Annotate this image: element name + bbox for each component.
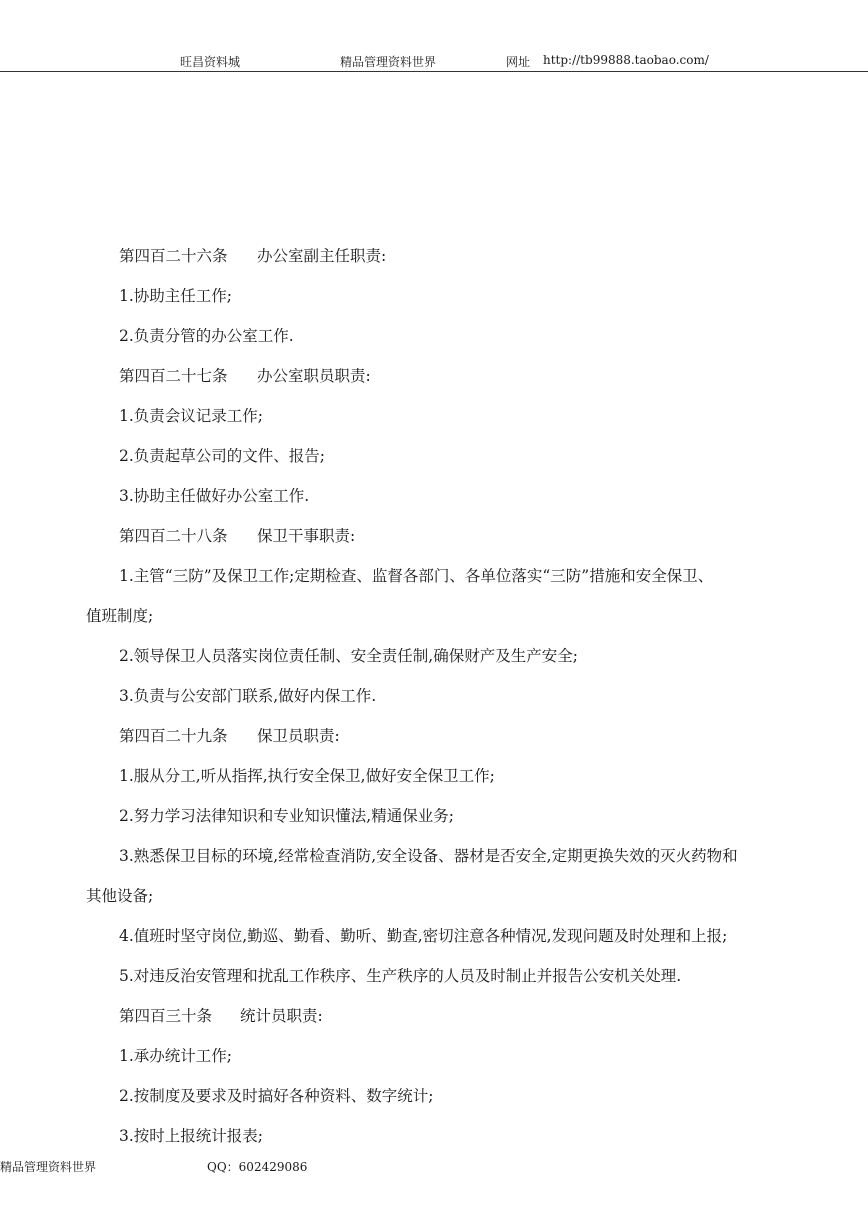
article-item: 3.协助主任做好办公室工作.	[119, 487, 310, 505]
article-item: 1.主管“三防”及保卫工作;定期检查、监督各部门、各单位落实“三防”措施和安全保卫、	[119, 567, 714, 585]
article-item: 2.负责起草公司的文件、报告;	[119, 447, 326, 465]
article-item: 1.服从分工,听从指挥,执行安全保卫,做好安全保卫工作;	[119, 767, 495, 785]
article-number: 第四百二十七条	[119, 367, 228, 385]
article-number: 第四百三十条	[119, 1007, 213, 1025]
article-heading	[119, 246, 386, 266]
article-item: 3.负责与公安部门联系,做好内保工作.	[119, 687, 377, 705]
article-item: 2.负责分管的办公室工作.	[119, 327, 294, 345]
article-number: 第四百二十九条	[119, 727, 228, 745]
article-heading	[119, 726, 340, 746]
article-item: 2.按制度及要求及时搞好各种资料、数字统计;	[119, 1087, 434, 1105]
article-item: 5.对违反治安管理和扰乱工作秩序、生产秩序的人员及时制止并报告公安机关处理.	[119, 967, 682, 985]
article-item-continued: 值班制度;	[86, 607, 154, 625]
article-title: 统计员职责:	[240, 1007, 323, 1025]
article-item: 1.负责会议记录工作;	[119, 407, 264, 425]
header-url-link[interactable]: http://tb99888.taobao.com/	[543, 53, 709, 67]
article-item: 1.承办统计工作;	[119, 1047, 233, 1065]
footer-site-name: 精品管理资料世界	[0, 1160, 97, 1174]
article-item: 2.努力学习法律知识和专业知识懂法,精通保业务;	[119, 807, 454, 825]
article-item-continued: 其他设备;	[86, 887, 154, 905]
article-number: 第四百二十八条	[119, 527, 228, 545]
article-heading	[119, 526, 355, 546]
article-item: 3.熟悉保卫目标的环境,经常检查消防,安全设备、器材是否安全,定期更换失效的灭火药物和	[119, 847, 738, 865]
page-header	[0, 0, 868, 72]
article-title: 保卫干事职责:	[257, 527, 356, 545]
header-site-name: 旺昌资料城	[180, 55, 241, 69]
article-title: 办公室职员职责:	[257, 367, 371, 385]
footer-qq: QQ：602429086	[207, 1160, 308, 1174]
article-item: 1.协助主任工作;	[119, 287, 233, 305]
article-title: 办公室副主任职责:	[257, 247, 387, 265]
article-heading	[119, 366, 371, 386]
header-url-label: 网址	[506, 55, 531, 69]
article-heading	[119, 1006, 323, 1026]
header-world-name: 精品管理资料世界	[340, 55, 437, 69]
article-title: 保卫员职责:	[257, 727, 340, 745]
article-number: 第四百二十六条	[119, 247, 228, 265]
article-item: 3.按时上报统计报表;	[119, 1127, 264, 1145]
article-item: 2.领导保卫人员落实岗位责任制、安全责任制,确保财产及生产安全;	[119, 647, 578, 665]
article-item: 4.值班时坚守岗位,勤巡、勤看、勤听、勤查,密切注意各种情况,发现问题及时处理和上报;	[119, 927, 728, 945]
